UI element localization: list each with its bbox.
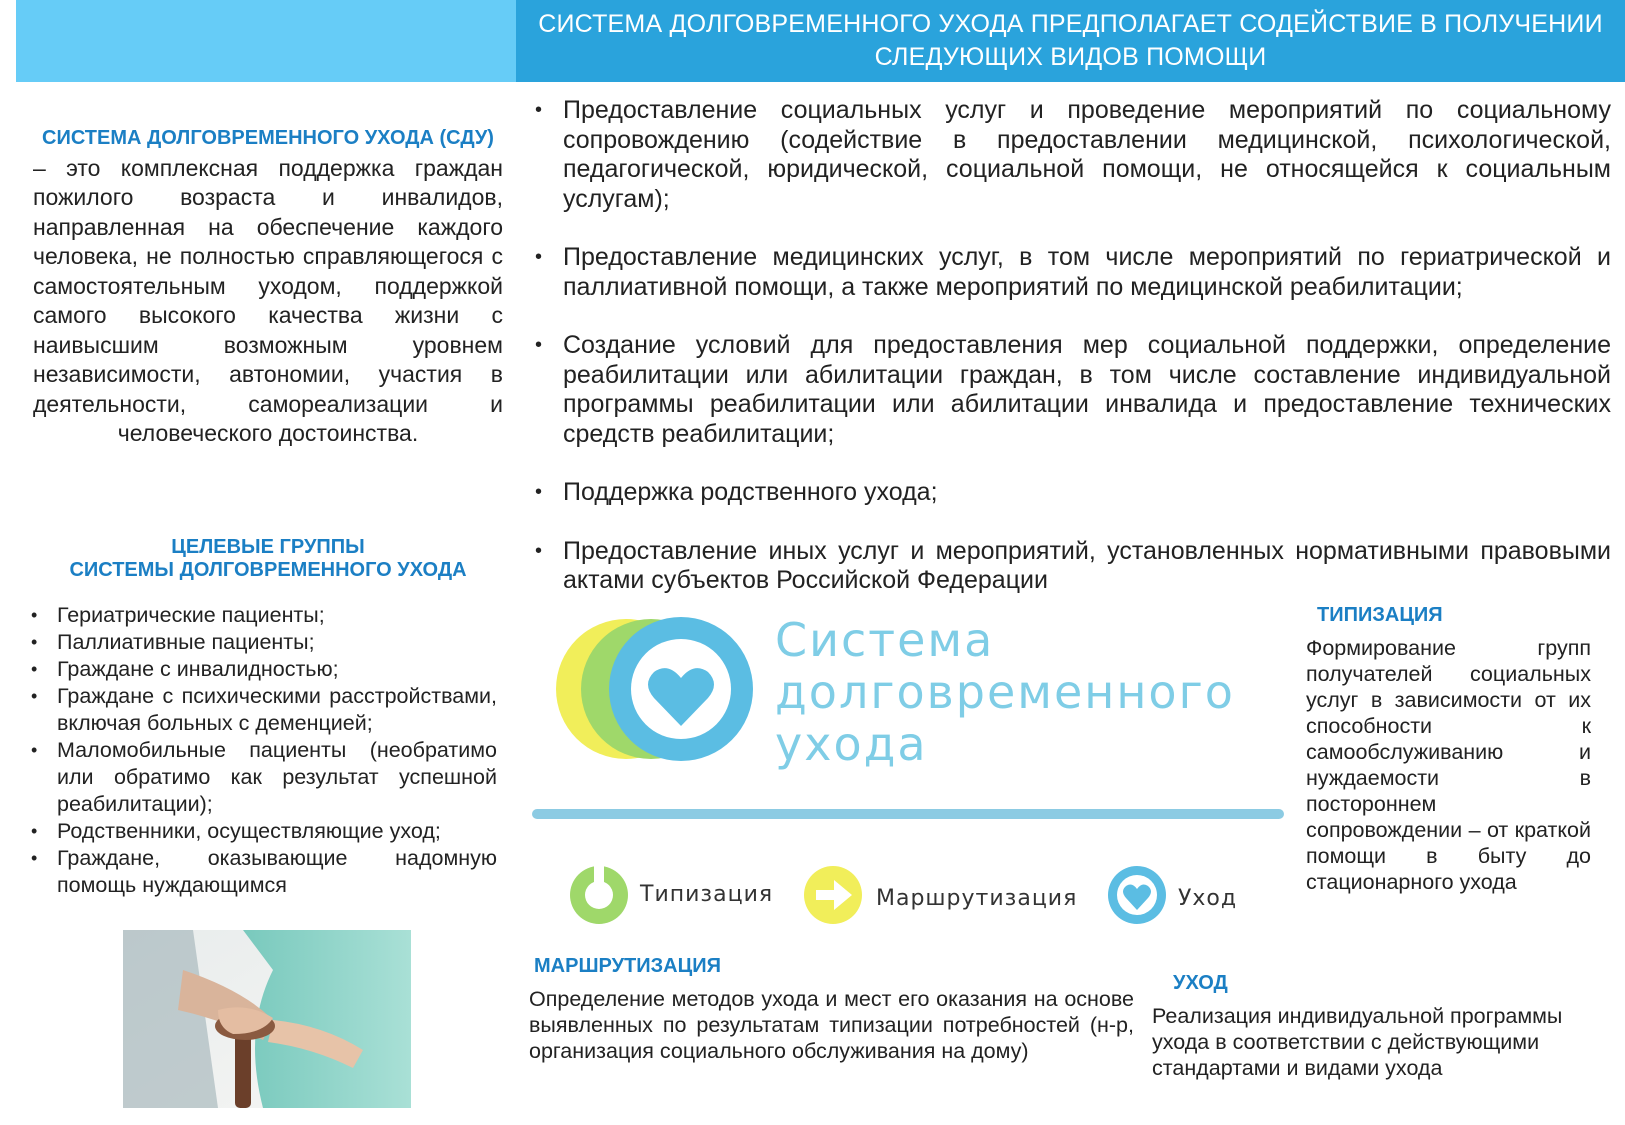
list-item: • Предоставление медицинских услуг, в том числе мероприятий по гериатрической и паллиативной помощи, а также мероприятий по медицинской реабилитации; <box>535 243 1611 301</box>
list-item: • Родственники, осуществляющие уход; <box>31 819 441 843</box>
sdu-definition <box>33 122 503 449</box>
photo-illustration <box>123 930 411 1108</box>
bullet: • <box>31 740 38 760</box>
bullet: • <box>31 848 38 868</box>
divider <box>532 809 1284 819</box>
routing-text: Определение методов ухода и мест его оказания на основе выявленных по результатам типизации потребностей (н-р, организация социального обслуживания на дому) <box>529 987 1134 1063</box>
list-item: • Предоставление иных услуг и мероприятий, установленных нормативными правовыми актами субъектов Российской Федерации <box>535 536 1611 594</box>
logo-line2: долговременного <box>775 665 1235 719</box>
list-item: • Паллиативные пациенты; <box>31 630 315 654</box>
bullet: • <box>31 605 38 625</box>
logo-line1: Система <box>775 613 995 667</box>
routing-title: МАРШРУТИЗАЦИЯ <box>534 955 721 977</box>
typization-icon <box>568 864 630 926</box>
services-list <box>535 96 1611 625</box>
bullet: • <box>535 539 543 562</box>
bullet: • <box>31 686 38 706</box>
legend-care: Уход <box>1178 886 1238 911</box>
bullet: • <box>535 246 543 268</box>
bullet: • <box>31 659 38 679</box>
sdu-definition-text: – это комплексная поддержка граждан пожилого возраста и инвалидов, направленная на обеспечение каждого человека, не полностью справляющегося с самостоятельным уходом, поддержкой самого высокого качества жизни с наивысшим возможным уровнем независимости, автономии, участия в деятельности, самореализации и человеческого достоинства. <box>33 154 503 446</box>
list-item: • Маломобильные пациенты (необратимо или обратимо как результат успешной реабилитации); <box>31 738 497 816</box>
header-title: СИСТЕМА ДОЛГОВРЕМЕННОГО УХОДА ПРЕДПОЛАГАЕТ СОДЕЙСТВИЕ В ПОЛУЧЕНИИ СЛЕДУЮЩИХ ВИДОВ ПОМОЩИ <box>516 0 1625 82</box>
list-item: • Граждане, оказывающие надомную помощь нуждающимся <box>31 846 497 897</box>
list-item: • Создание условий для предоставления мер социальной поддержки, определение реабилитации или абилитации граждан, в том числе составление индивидуальной программы реабилитации или абилитации инвалида и предоставление технических средств реабилитации; <box>535 331 1611 448</box>
care-text: Реализация индивидуальной программы ухода в соответствии с действующими стандартами и видами ухода <box>1152 1004 1563 1080</box>
logo <box>556 614 766 764</box>
target-groups-title-line2: СИСТЕМЫ ДОЛГОВРЕМЕННОГО УХОДА <box>69 559 467 581</box>
list-item: • Граждане с психическими расстройствами, включая больных с деменцией; <box>31 684 497 735</box>
target-groups-title <box>33 536 503 582</box>
caregiver-photo <box>123 930 411 1108</box>
list-item: • Предоставление социальных услуг и проведение мероприятий по социальному сопровождению (содействие в предоставлении медицинской, психологической, педагогической, юридической, социальной помощи, не относящейся к социальным услугам); <box>535 96 1611 213</box>
list-item: • Гериатрические пациенты; <box>31 603 325 627</box>
list-item: • Поддержка родственного ухода; <box>535 478 938 506</box>
care-title: УХОД <box>1173 972 1228 994</box>
legend-typization: Типизация <box>640 882 774 907</box>
bullet: • <box>31 821 38 841</box>
logo-heart-icon <box>556 614 766 764</box>
target-groups-title-line1: ЦЕЛЕВЫЕ ГРУППЫ <box>171 536 365 558</box>
typization-text: Формирование групп получателей социальных услуг в зависимости от их способности к самообслуживанию и нуждаемости в постороннем сопровождении – от краткой помощи в быту до стационарного ухода <box>1306 636 1591 894</box>
bullet: • <box>31 632 38 652</box>
bullet: • <box>535 99 543 121</box>
header-band-left <box>16 0 516 82</box>
typization-title: ТИПИЗАЦИЯ <box>1317 604 1443 626</box>
bullet: • <box>535 481 543 503</box>
bullet: • <box>535 334 543 356</box>
logo-text <box>775 614 1235 770</box>
logo-line3: ухода <box>775 717 928 771</box>
legend-routing: Маршрутизация <box>876 886 1078 911</box>
care-heart-icon <box>1106 864 1168 926</box>
target-groups-list <box>31 602 497 899</box>
sdu-term: СИСТЕМА ДОЛГОВРЕМЕННОГО УХОДА (СДУ) <box>42 127 494 149</box>
routing-arrow-icon <box>802 864 864 926</box>
list-item: • Граждане с инвалидностью; <box>31 657 339 681</box>
